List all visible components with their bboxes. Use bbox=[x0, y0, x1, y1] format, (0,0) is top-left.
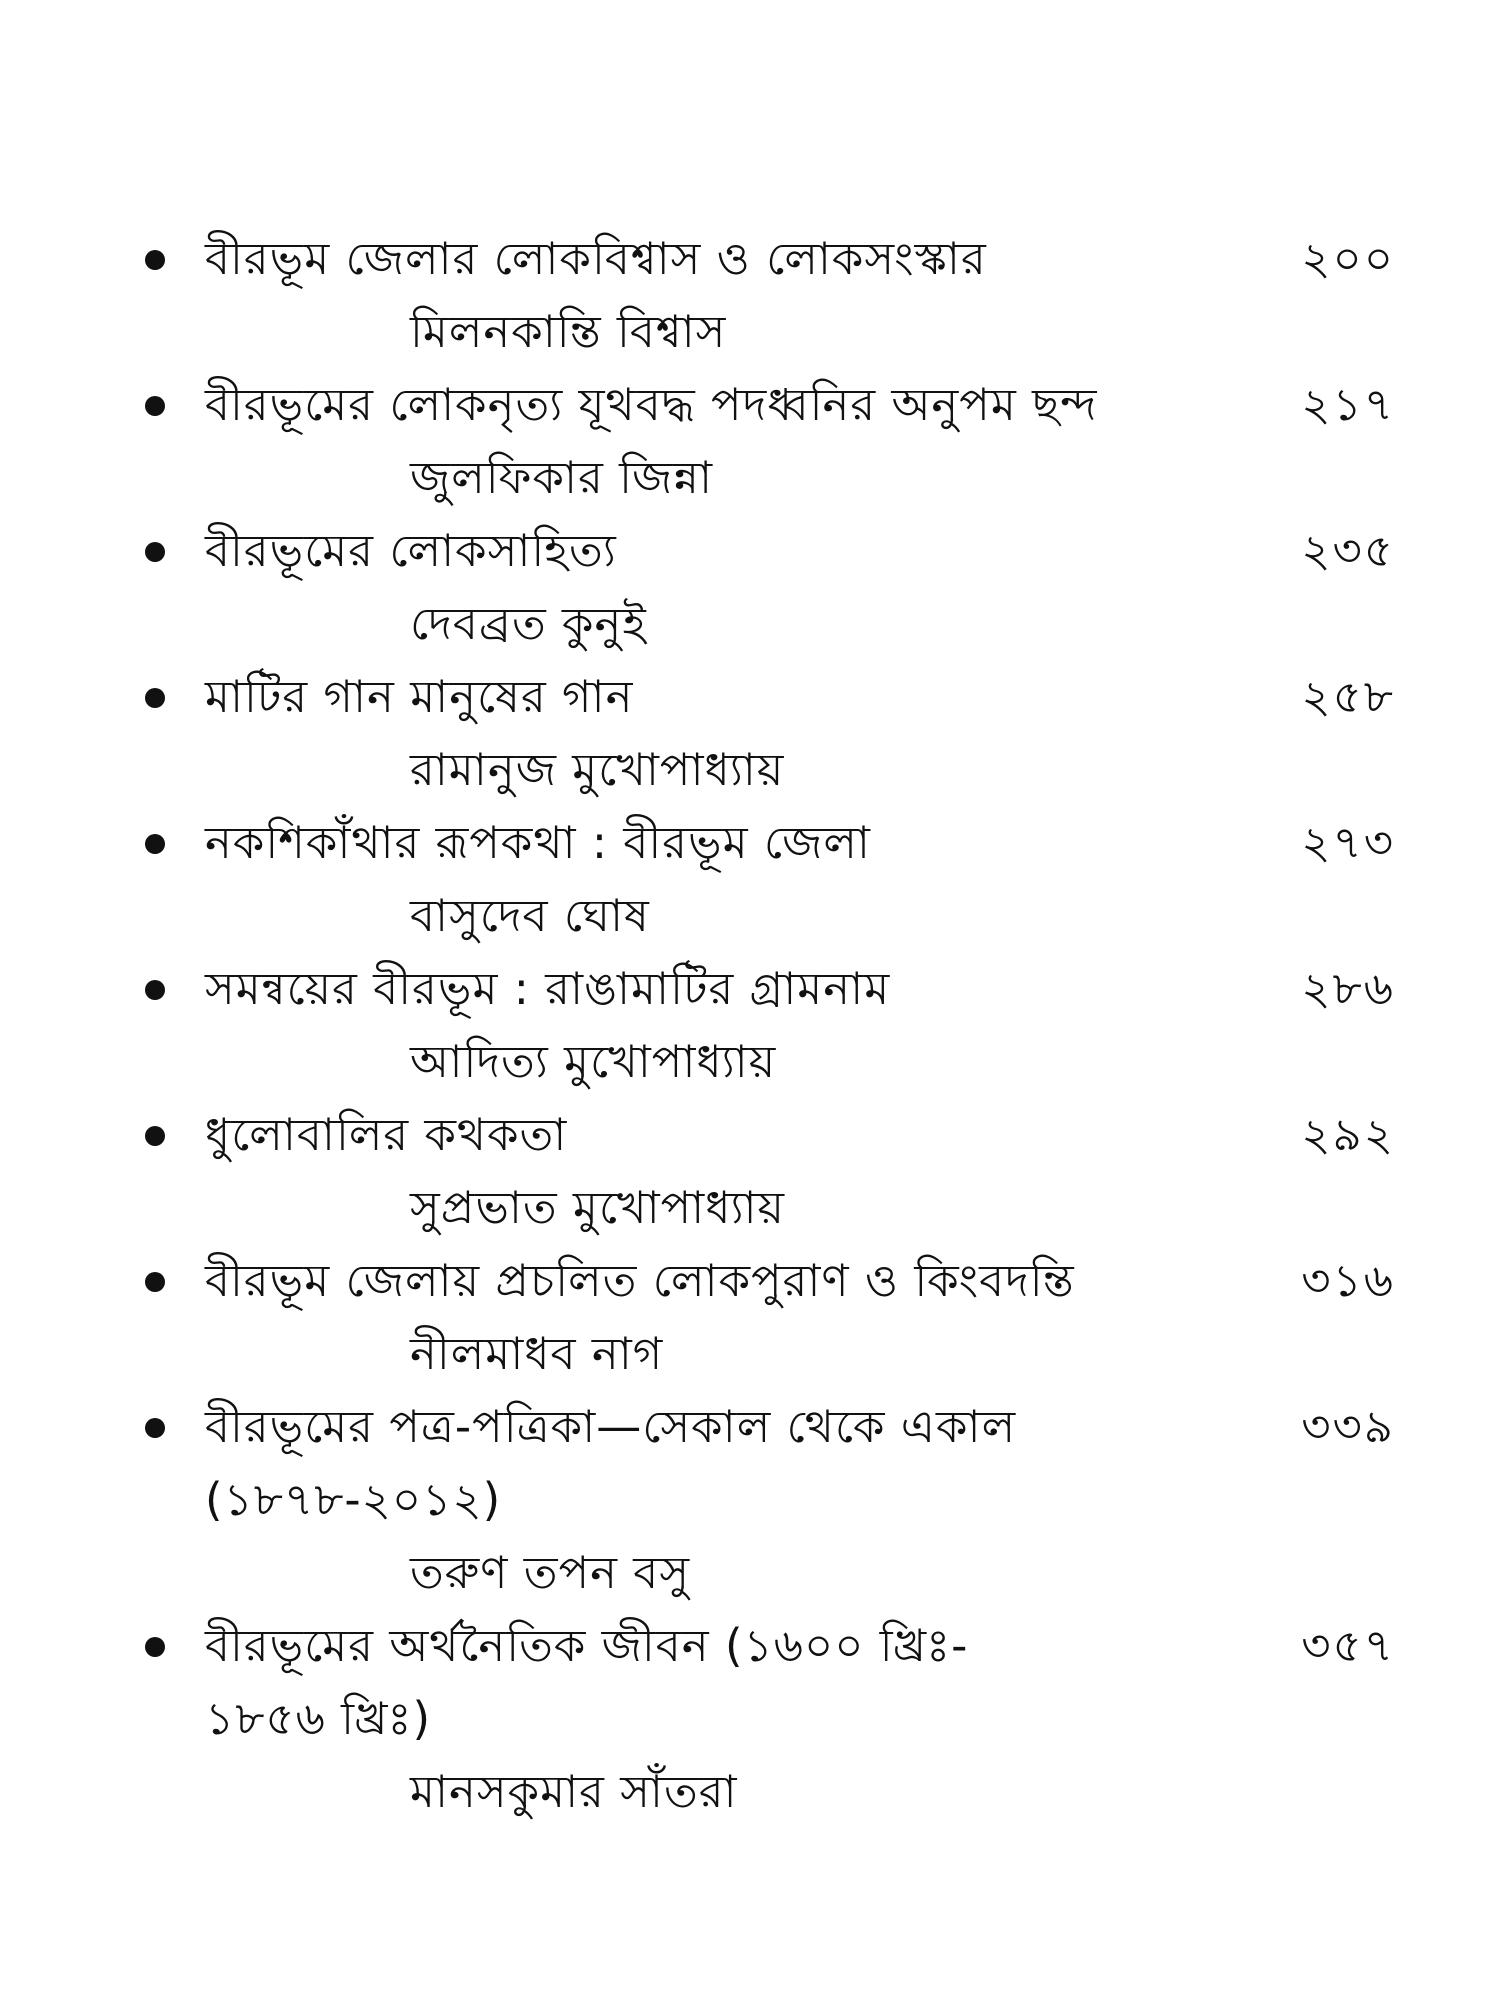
entry-author: আদিত্য মুখোপাধ্যায় bbox=[410, 1035, 777, 1088]
bullet-icon bbox=[145, 542, 165, 562]
entry-title: বীরভূমের অর্থনৈতিক জীবন (১৬০০ খ্রিঃ- bbox=[205, 1619, 969, 1672]
page-number: ৩৫৭ bbox=[1301, 1619, 1395, 1672]
bullet-icon bbox=[145, 1418, 165, 1438]
bullet-icon bbox=[145, 1637, 165, 1657]
entry-author: মানসকুমার সাঁতরা bbox=[410, 1765, 738, 1818]
toc-entry bbox=[135, 806, 1395, 952]
entry-author: নীলমাধব নাগ bbox=[410, 1327, 664, 1380]
toc-entry bbox=[135, 514, 1395, 660]
page-number: ২৯২ bbox=[1301, 1108, 1395, 1161]
entry-author: জুলফিকার জিন্না bbox=[410, 451, 714, 504]
page-number: ৩৩৯ bbox=[1301, 1400, 1395, 1453]
page-number: ২০০ bbox=[1301, 232, 1395, 285]
entry-title: বীরভূমের পত্র-পত্রিকা—সেকাল থেকে একাল bbox=[205, 1400, 1017, 1453]
entry-author: রামানুজ মুখোপাধ্যায় bbox=[410, 743, 785, 796]
bullet-icon bbox=[145, 1272, 165, 1292]
entry-author: সুপ্রভাত মুখোপাধ্যায় bbox=[410, 1181, 786, 1234]
page-number: ২৭৩ bbox=[1301, 816, 1395, 869]
toc-entry bbox=[135, 1609, 1395, 1828]
entry-title: মাটির গান মানুষের গান bbox=[205, 670, 634, 723]
bullet-icon bbox=[145, 980, 165, 1000]
toc-entry bbox=[135, 368, 1395, 514]
page-number: ২৮৬ bbox=[1301, 962, 1395, 1015]
entry-title: বীরভূম জেলায় প্রচলিত লোকপুরাণ ও কিংবদন্তি bbox=[205, 1254, 1075, 1307]
bullet-icon bbox=[145, 834, 165, 854]
entry-title: সমন্বয়ের বীরভূম : রাঙামাটির গ্রামনাম bbox=[205, 962, 891, 1015]
entry-title-continuation: ১৮৫৬ খ্রিঃ) bbox=[205, 1692, 432, 1745]
toc-entry bbox=[135, 952, 1395, 1098]
bullet-icon bbox=[145, 250, 165, 270]
bullet-icon bbox=[145, 1126, 165, 1146]
entry-title: ধুলোবালির কথকতা bbox=[205, 1108, 568, 1161]
page-number: ২১৭ bbox=[1301, 378, 1395, 431]
toc-entry bbox=[135, 222, 1395, 368]
entry-author: তরুণ তপন বসু bbox=[410, 1546, 691, 1599]
page-number: ২৫৮ bbox=[1301, 670, 1395, 723]
page-number: ২৩৫ bbox=[1301, 524, 1395, 577]
page-number: ৩১৬ bbox=[1301, 1254, 1395, 1307]
entry-title: বীরভূমের লোকনৃত্য যূথবদ্ধ পদধ্বনির অনুপম ছন্দ bbox=[205, 378, 1098, 431]
toc-entry bbox=[135, 1390, 1395, 1609]
entry-title: নকশিকাঁথার রূপকথা : বীরভূম জেলা bbox=[205, 816, 871, 869]
table-of-contents bbox=[135, 222, 1395, 1828]
entry-author: বাসুদেব ঘোষ bbox=[410, 889, 650, 942]
toc-entry bbox=[135, 1098, 1395, 1244]
entry-title: বীরভূম জেলার লোকবিশ্বাস ও লোকসংস্কার bbox=[205, 232, 987, 285]
entry-title-continuation: (১৮৭৮-২০১২) bbox=[205, 1473, 502, 1526]
toc-entry bbox=[135, 660, 1395, 806]
entry-title: বীরভূমের লোকসাহিত্য bbox=[205, 524, 617, 577]
entry-author: মিলনকান্তি বিশ্বাস bbox=[410, 305, 727, 358]
toc-entry bbox=[135, 1244, 1395, 1390]
bullet-icon bbox=[145, 396, 165, 416]
entry-author: দেবব্রত কুনুই bbox=[410, 597, 647, 650]
bullet-icon bbox=[145, 688, 165, 708]
